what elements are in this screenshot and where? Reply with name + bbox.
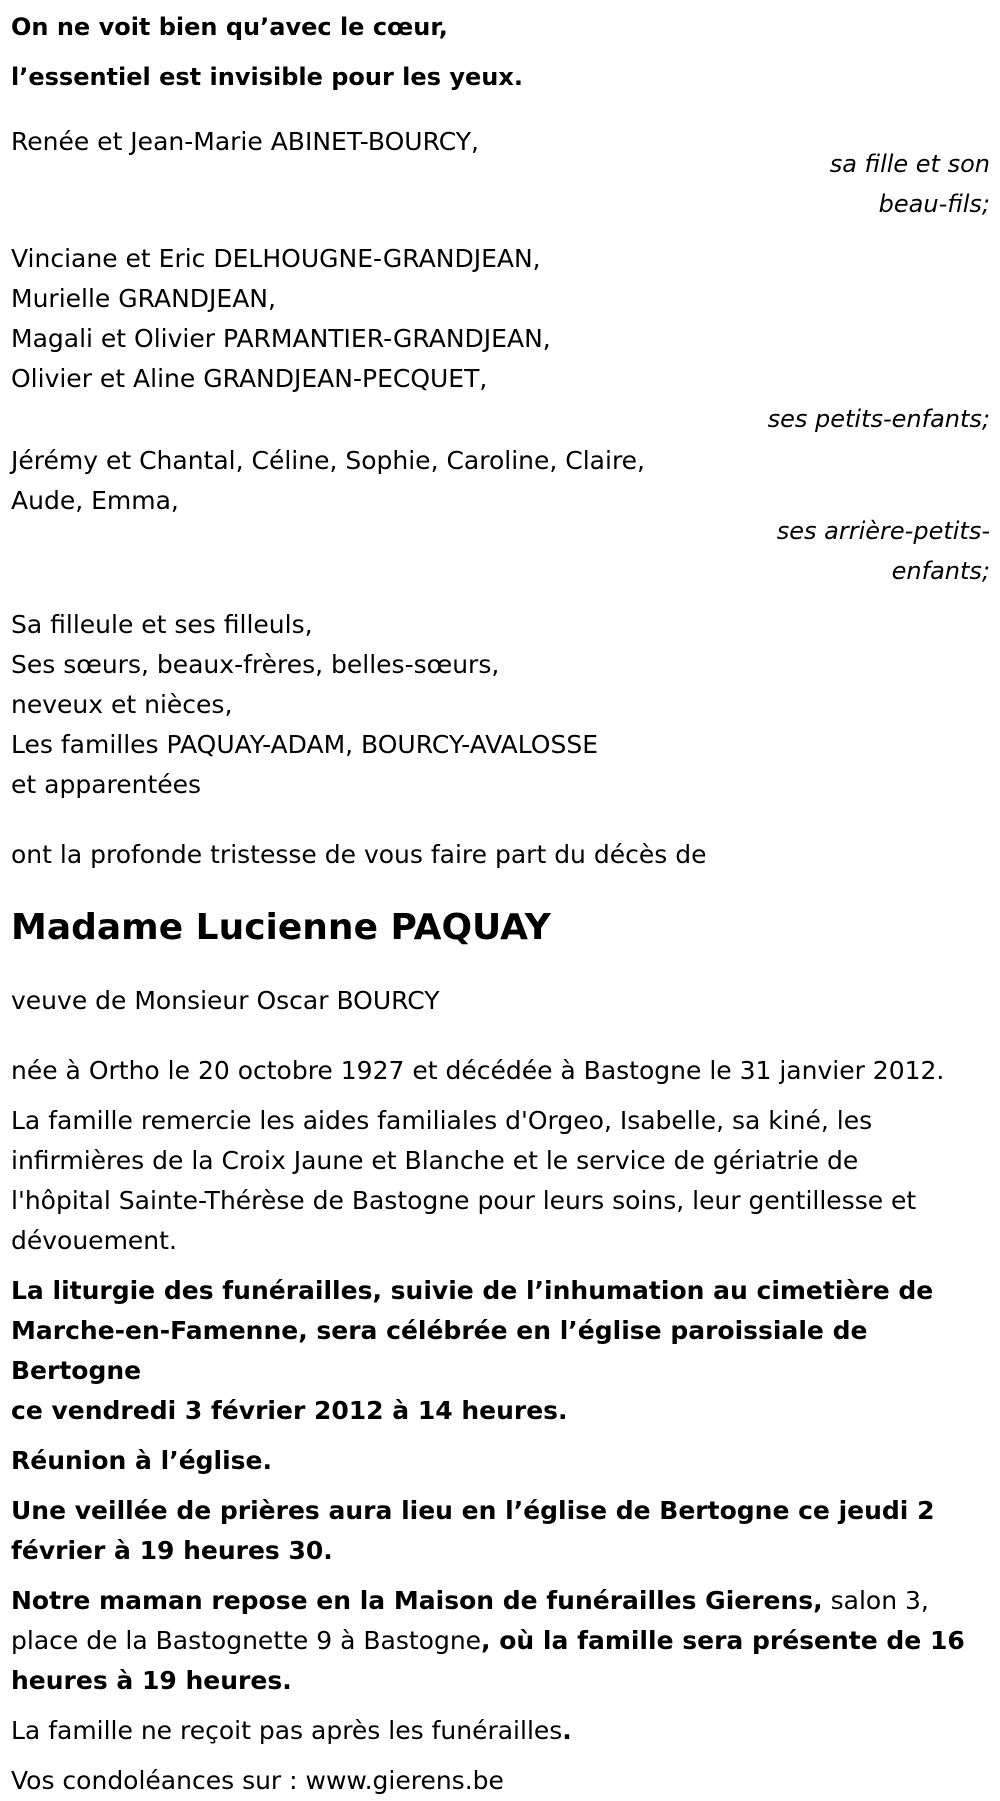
- thanks-paragraph: [11, 1101, 990, 1261]
- daughter-names: Renée et Jean-Marie ABINET-BOURCY,: [11, 127, 479, 156]
- other-relatives: Ses sœurs, beaux-frères, belles-sœurs,: [11, 650, 500, 679]
- meeting-note: Réunion à l’église.: [11, 1446, 273, 1475]
- great-grandchildren-relation-2: enfants;: [891, 557, 990, 585]
- vigil-paragraph: [11, 1491, 990, 1571]
- no-reception-note: [11, 1711, 990, 1751]
- rest-bold: , où la famille sera présente de 16: [481, 1626, 965, 1655]
- no-reception-text: La famille ne reçoit pas après les funérailles: [11, 1716, 563, 1745]
- rest-bold: heures à 19 heures.: [11, 1666, 292, 1695]
- grandchild-name: Vinciane et Eric DELHOUGNE-GRANDJEAN,: [11, 244, 541, 273]
- funeral-line: ce vendredi 3 février 2012 à 14 heures.: [11, 1396, 568, 1425]
- great-grandchildren-names: Jérémy et Chantal, Céline, Sophie, Caroline, Claire,: [11, 446, 645, 475]
- daughter-relation-1: sa fille et son: [829, 150, 990, 178]
- great-grandchildren-relation-1: ses arrière-petits-: [776, 517, 990, 545]
- grandchild-name: Olivier et Aline GRANDJEAN-PECQUET,: [11, 364, 488, 393]
- vigil-line: Une veillée de prières aura lieu en l’église de Bertogne ce jeudi 2: [11, 1496, 935, 1525]
- thanks-line: dévouement.: [11, 1226, 177, 1255]
- grandchild-name: Magali et Olivier PARMANTIER-GRANDJEAN,: [11, 324, 551, 353]
- announcement: ont la profonde tristesse de vous faire part du décès de: [11, 840, 707, 869]
- rest-bold: Notre maman repose en la Maison de funérailles Gierens,: [11, 1586, 823, 1615]
- great-grandchildren-names: Aude, Emma,: [11, 486, 179, 515]
- birth-death: née à Ortho le 20 octobre 1927 et décédée à Bastogne le 31 janvier 2012.: [11, 1056, 945, 1085]
- thanks-line: l'hôpital Sainte-Thérèse de Bastogne pour leurs soins, leur gentillesse et: [11, 1186, 917, 1215]
- other-relatives: et apparentées: [11, 770, 202, 799]
- funeral-line: La liturgie des funérailles, suivie de l’inhumation au cimetière de: [11, 1276, 934, 1305]
- funeral-paragraph: [11, 1271, 990, 1431]
- other-relatives: Sa filleule et ses filleuls,: [11, 610, 313, 639]
- thanks-line: La famille remercie les aides familiales d'Orgeo, Isabelle, sa kiné, les: [11, 1106, 873, 1135]
- thanks-line: infirmières de la Croix Jaune et Blanche et le service de gériatrie de: [11, 1146, 859, 1175]
- other-relatives: Les familles PAQUAY-ADAM, BOURCY-AVALOSSE: [11, 730, 598, 759]
- funeral-line: Marche-en-Famenne, sera célébrée en l’église paroissiale de Bertogne: [11, 1316, 868, 1385]
- quote-line-1: On ne voit bien qu’avec le cœur,: [11, 13, 448, 41]
- no-reception-period: .: [562, 1716, 572, 1745]
- rest-normal: salon 3,: [822, 1586, 929, 1615]
- daughter-relation-2: beau-fils;: [878, 190, 990, 218]
- grandchild-name: Murielle GRANDJEAN,: [11, 284, 276, 313]
- rest-normal: place de la Bastognette 9 à Bastogne: [11, 1626, 482, 1655]
- deceased-name: Madame Lucienne PAQUAY: [11, 907, 551, 948]
- widow-of: veuve de Monsieur Oscar BOURCY: [11, 986, 440, 1015]
- other-relatives: neveux et nièces,: [11, 690, 233, 719]
- grandchildren-relation: ses petits-enfants;: [767, 405, 990, 433]
- rest-paragraph: [11, 1581, 990, 1701]
- quote-line-2: l’essentiel est invisible pour les yeux.: [11, 63, 523, 91]
- condolences-line: Vos condoléances sur : www.gierens.be: [11, 1766, 504, 1795]
- vigil-line: février à 19 heures 30.: [11, 1536, 333, 1565]
